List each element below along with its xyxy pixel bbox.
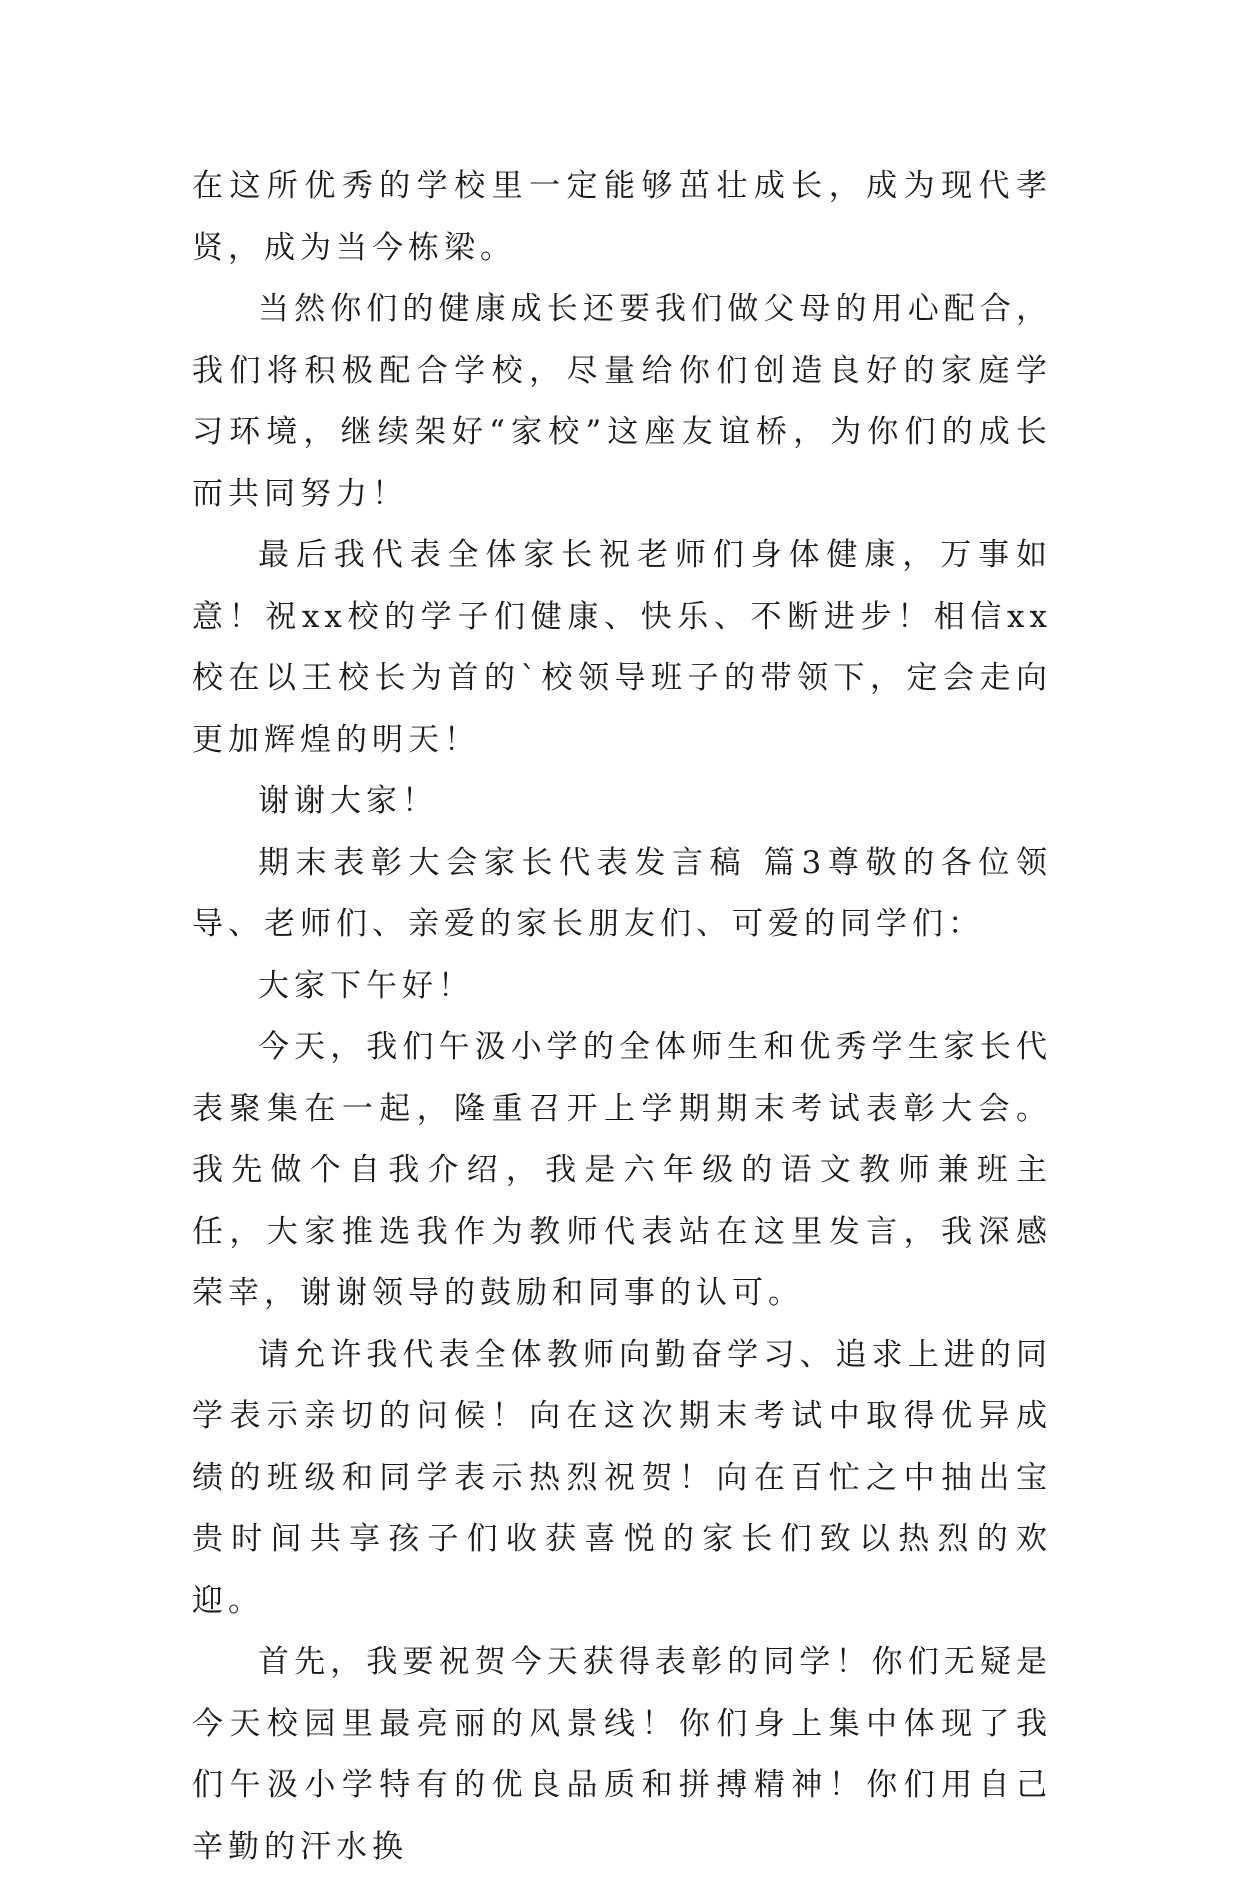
paragraph-1: 在这所优秀的学校里一定能够茁壮成长，成为现代孝贤，成为当今栋梁。 bbox=[192, 168, 1052, 266]
paragraph-7: 今天，我们午汲小学的全体师生和优秀学生家长代表聚集在一起，隆重召开上学期期末考试表彰大会。我先做个自我介绍，我是六年级的语文教师兼班主任，大家推选我作为教师代表站在这里发言，我深感荣幸，谢谢领导的鼓励和同事的认可。 bbox=[192, 1029, 1052, 1311]
paragraph-8: 请允许我代表全体教师向勤奋学习、追求上进的同学表示亲切的问候！向在这次期末考试中取得优异成绩的班级和同学表示热烈祝贺！向在百忙之中抽出宝贵时间共享孩子们收获喜悦的家长们致以热烈的欢迎。 bbox=[192, 1336, 1052, 1619]
paragraph-4: 谢谢大家！ bbox=[258, 783, 438, 819]
document-body bbox=[192, 156, 1052, 1878]
paragraph-9: 首先，我要祝贺今天获得表彰的同学！你们无疑是今天校园里最亮丽的风景线！你们身上集中体现了我们午汲小学特有的优良品质和拼搏精神！你们用自己辛勤的汗水换 bbox=[192, 1644, 1052, 1865]
paragraph-6: 大家下午好！ bbox=[258, 967, 474, 1004]
paragraph-5: 期末表彰大会家长代表发言稿 篇3尊敬的各位领导、老师们、亲爱的家长朋友们、可爱的同学们： bbox=[192, 844, 1052, 942]
paragraph-3: 最后我代表全体家长祝老师们身体健康，万事如意！祝xx校的学子们健康、快乐、不断进步！相信xx校在以王校长为首的`校领导班子的带领下，定会走向更加辉煌的明天！ bbox=[192, 537, 1052, 758]
paragraph-2: 当然你们的健康成长还要我们做父母的用心配合，我们将积极配合学校，尽量给你们创造良好的家庭学习环境，继续架好“家校”这座友谊桥，为你们的成长而共同努力！ bbox=[192, 291, 1052, 512]
